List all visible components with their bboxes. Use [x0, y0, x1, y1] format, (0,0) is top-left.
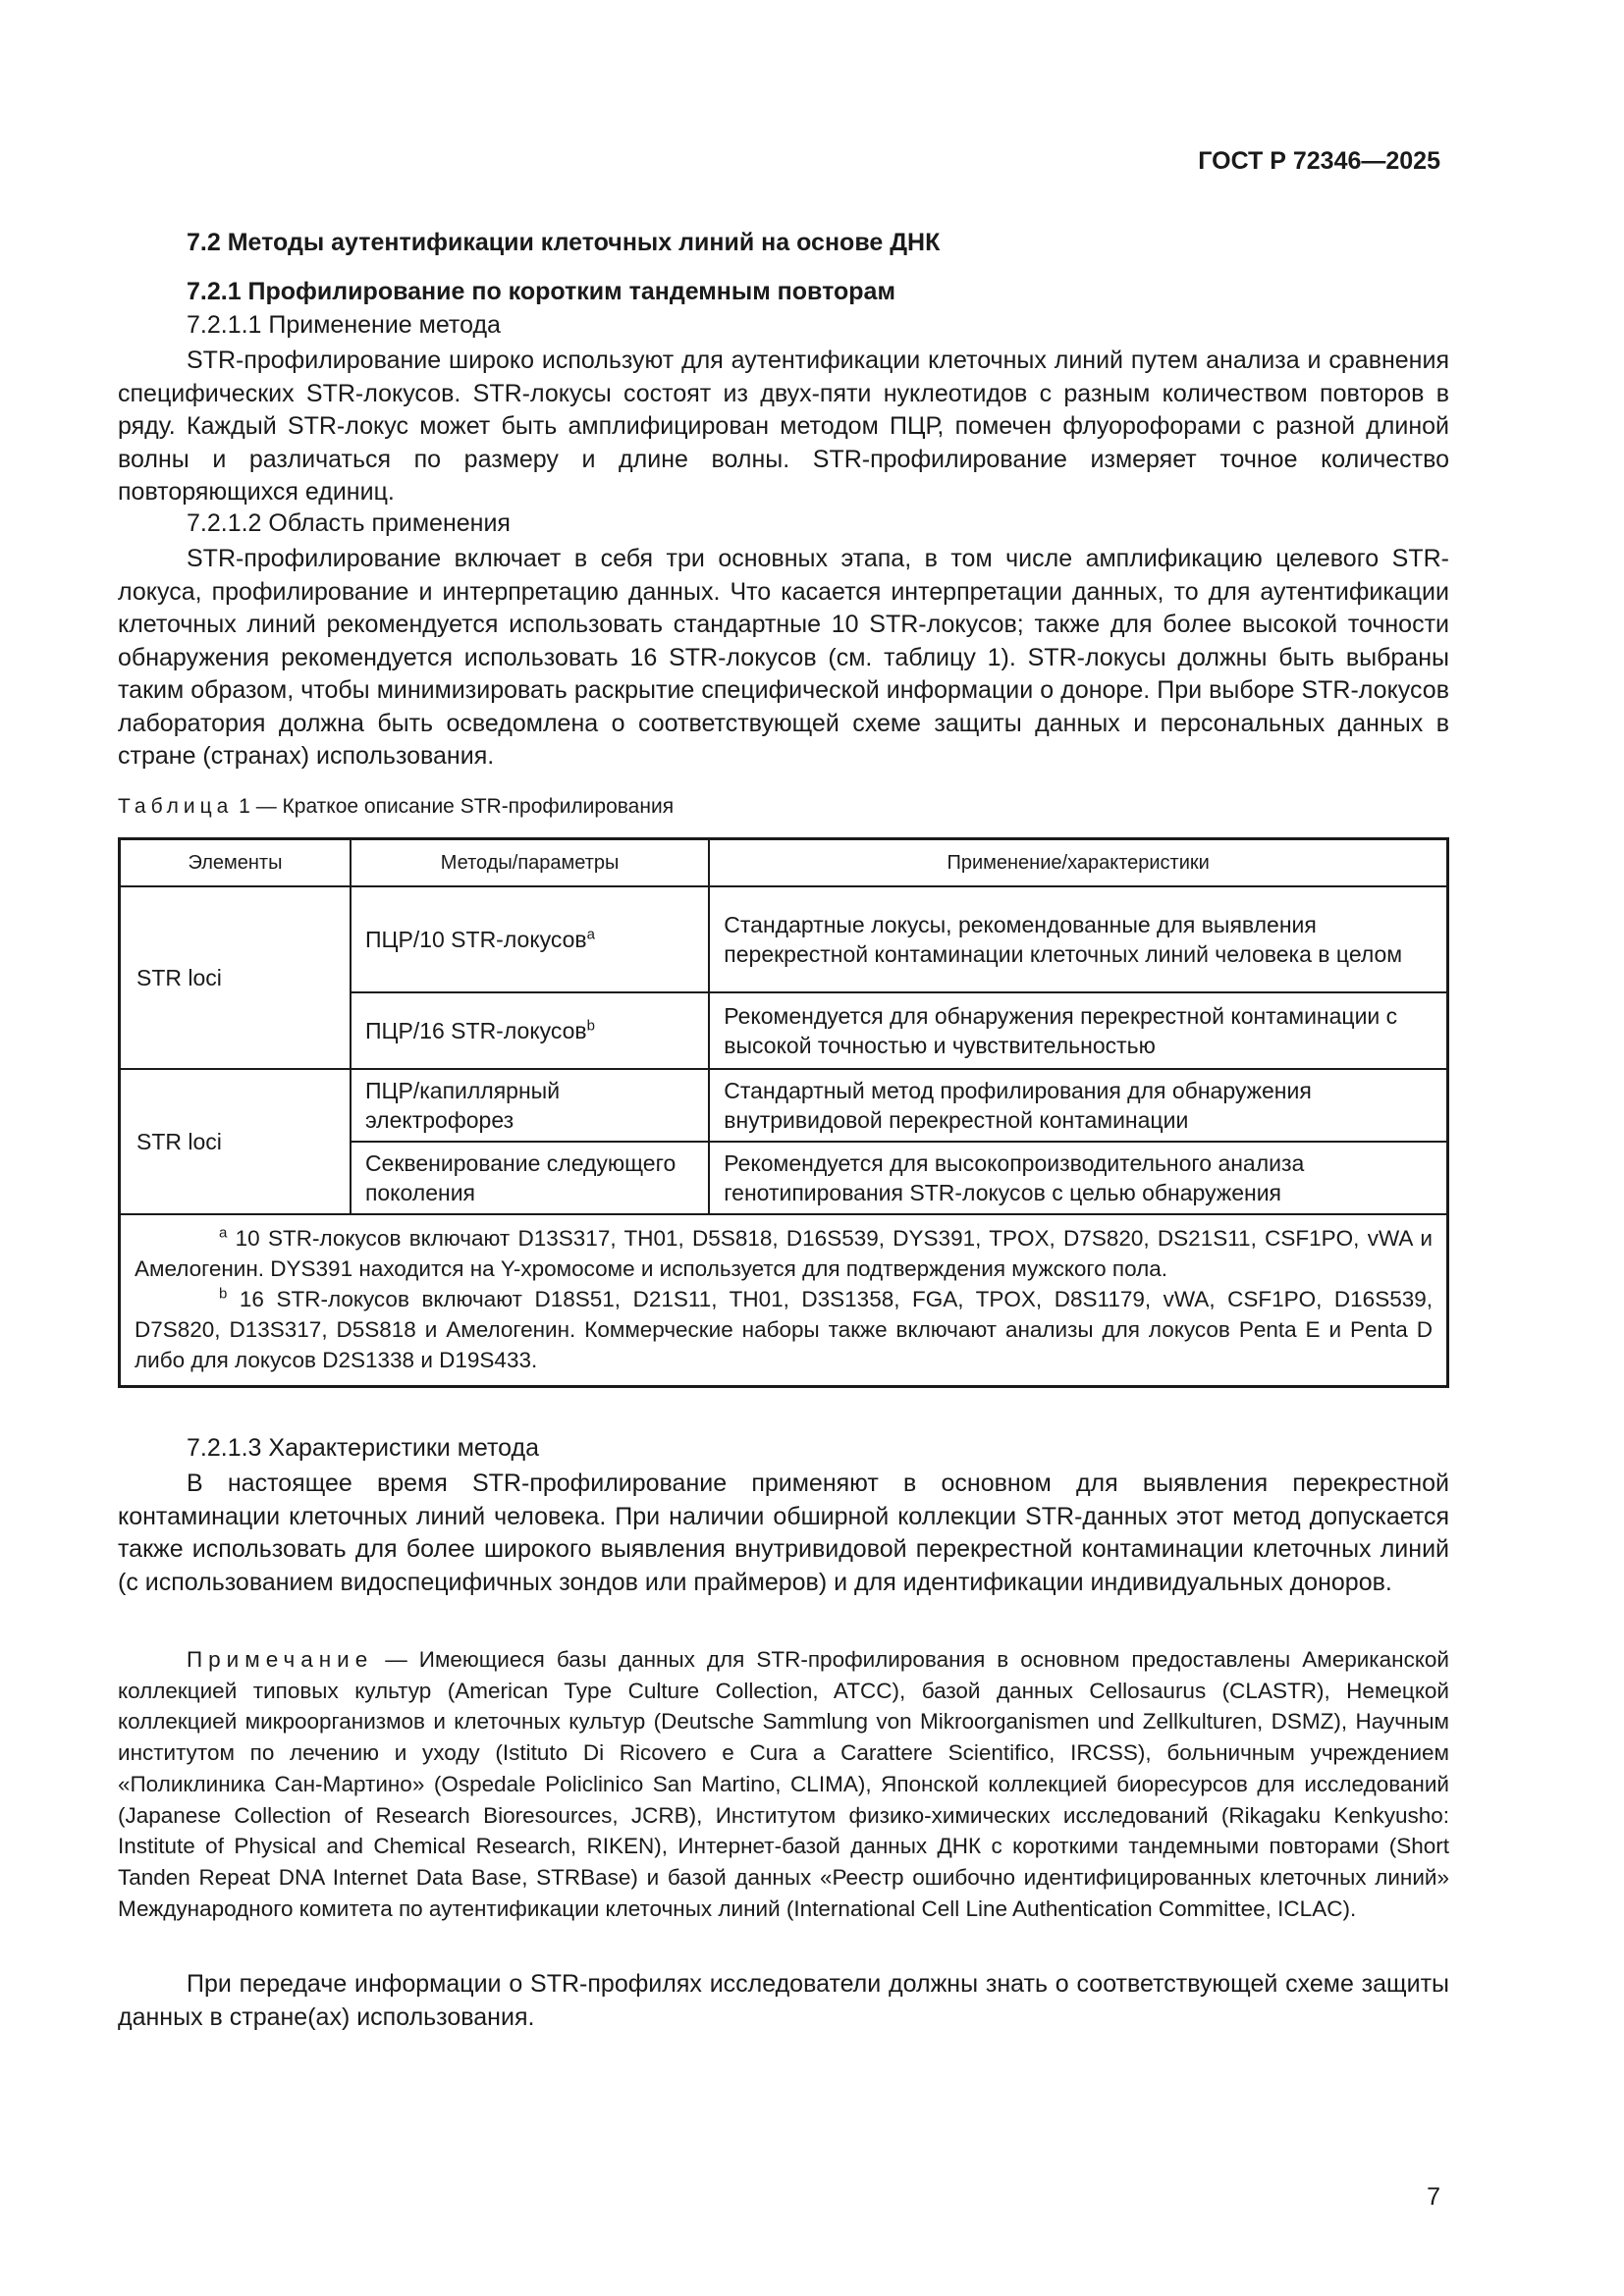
footnote-a	[135, 1223, 1433, 1284]
page-number: 7	[1427, 2183, 1440, 2211]
application-cell: Рекомендуется для обнаружения перекрестной контаминации с высокой точностью и чувствительностью	[709, 992, 1447, 1069]
note-block	[118, 1644, 1449, 1924]
table-footnotes-cell	[120, 1214, 1448, 1387]
method-text: ПЦР/16 STR-локусов	[364, 1018, 587, 1043]
note-text: — Имеющиеся базы данных для STR-профилирования в основном предоставлены Американской коллекцией типовых культур (American Type Culture Collection, ATCC), базой данных Cellosaurus (CLASTR), Немецкой коллекцией микроорганизмов и клеточных культур (Deutsche Sammlung von Mikroorganismen und Zellkulturen, DSMZ), Научным институтом по лечению и уходу (Istituto Di Ricovero e Cura a Carattere Scientifico, IRCSS), больничным учреждением «Поликлиника Сан-Мартино» (Ospedale Policlinico San Martino, CLIMA), Японской коллекцией биоресурсов для исследований (Japanese Collection of Research Bioresources, JCRB), Институтом физико-химических исследований (Rikagaku Kenkyusho: Institute of Physical and Chemical Research, RIKEN), Интернет-базой данных ДНК с короткими тандемными повторами (Short Tanden Repeat DNA Internet Data Base, STRBase) и базой данных «Реестр ошибочно идентифицированных клеточных линий» Международного комитета по аутентификации клеточных линий (International Cell Line Authentication Committee, ICLAC).	[118, 1647, 1449, 1921]
table-caption-label: Таблица	[118, 795, 234, 818]
footnote-a-mark: a	[219, 1224, 228, 1242]
section-heading-7-2: 7.2 Методы аутентификации клеточных линий на основе ДНК	[187, 229, 941, 256]
column-header-application: Применение/характеристики	[709, 839, 1447, 887]
paragraph-scope: STR-профилирование включает в себя три основных этапа, в том числе амплификацию целевого STR-локуса, профилирование и интерпретацию данных. Что касается интерпретации данных, то для аутентификации клеточных линий рекомендуется использовать стандартные 10 STR-локусов; также для более высокой точности обнаружения рекомендуется использовать 16 STR-локусов (см. таблицу 1). STR-локусы должны быть выбраны таким образом, чтобы минимизировать раскрытие специфической информации о доноре. При выборе STR-локусов лаборатория должна быть осведомлена о соответствующей схеме защиты данных и персональных данных в стране (странах) использования.	[118, 545, 1449, 770]
str-profiling-table	[118, 837, 1449, 1388]
column-header-methods: Методы/параметры	[351, 839, 709, 887]
table-header-row	[120, 839, 1448, 887]
note-label: Примечание	[187, 1647, 374, 1672]
footnote-mark: b	[586, 1017, 595, 1035]
footnote-b-text: 16 STR-локусов включают D18S51, D21S11, TH01, D3S1358, FGA, TPOX, D8S1179, vWA, CSF1PO, D16S539, D7S820, D13S317, D5S818 и Амелогенин. Коммерческие наборы также включают анализы для локусов Penta E и Penta D либо для локусов D2S1338 и D19S433.	[135, 1287, 1433, 1372]
footnote-b-mark: b	[219, 1285, 228, 1303]
method-text: ПЦР/10 STR-локусов	[364, 927, 587, 952]
subsection-heading-7-2-1-2: 7.2.1.2 Область применения	[187, 509, 511, 537]
standard-code: ГОСТ Р 72346—2025	[1198, 147, 1440, 175]
footnote-a-text: 10 STR-локусов включают D13S317, TH01, D5S818, D16S539, DYS391, TPOX, D7S820, DS21S11, CSF1PO, vWA и Амелогенин. DYS391 находится на Y-хромосоме и используется для подтверждения мужского пола.	[135, 1226, 1433, 1281]
element-cell: STR loci	[120, 1069, 351, 1214]
element-cell: STR loci	[120, 886, 351, 1069]
application-cell: Рекомендуется для высокопроизводительного анализа генотипирования STR-локусов с целью обнаружения	[709, 1142, 1447, 1214]
subsection-heading-7-2-1-1: 7.2.1.1 Применение метода	[187, 311, 501, 339]
footnote-mark: a	[586, 926, 595, 943]
method-cell	[351, 992, 709, 1069]
table-caption-text: 1 — Краткое описание STR-профилирования	[233, 795, 675, 818]
application-cell: Стандартный метод профилирования для обнаружения внутривидовой перекрестной контаминации	[709, 1069, 1447, 1142]
table-row	[120, 886, 1448, 992]
paragraph-method-characteristics: В настоящее время STR-профилирование применяют в основном для выявления перекрестной контаминации клеточных линий человека. При наличии обширной коллекции STR-данных этот метод допускается также использовать для более широкого выявления внутривидовой перекрестной контаминации клеточных линий (с использованием видоспецифичных зондов или праймеров) и для идентификации индивидуальных доноров.	[118, 1469, 1449, 1596]
footnote-b	[135, 1284, 1433, 1375]
subsection-heading-7-2-1-3: 7.2.1.3 Характеристики метода	[187, 1434, 539, 1462]
table-caption	[118, 795, 674, 819]
table-footnotes-row	[120, 1214, 1448, 1387]
section-heading-7-2-1: 7.2.1 Профилирование по коротким тандемным повторам	[187, 278, 895, 305]
column-header-elements: Элементы	[120, 839, 351, 887]
method-cell: Секвенирование следующего поколения	[351, 1142, 709, 1214]
paragraph-method-application: STR-профилирование широко используют для аутентификации клеточных линий путем анализа и сравнения специфических STR-локусов. STR-локусы состоят из двух-пяти нуклеотидов с разным количеством повторов в ряду. Каждый STR-локус может быть амплифицирован методом ПЦР, помечен флуорофорами с разной длиной волны и различаться по размеру и длине волны. STR-профилирование измеряет точное количество повторяющихся единиц.	[118, 347, 1449, 506]
paragraph-data-protection: При передаче информации о STR-профилях исследователи должны знать о соответствующей схеме защиты данных в стране(ах) использования.	[118, 1970, 1449, 2031]
method-cell: ПЦР/капиллярный электрофорез	[351, 1069, 709, 1142]
application-cell: Стандартные локусы, рекомендованные для выявления перекрестной контаминации клеточных линий человека в целом	[709, 886, 1447, 992]
method-cell	[351, 886, 709, 992]
table-row	[120, 1069, 1448, 1142]
